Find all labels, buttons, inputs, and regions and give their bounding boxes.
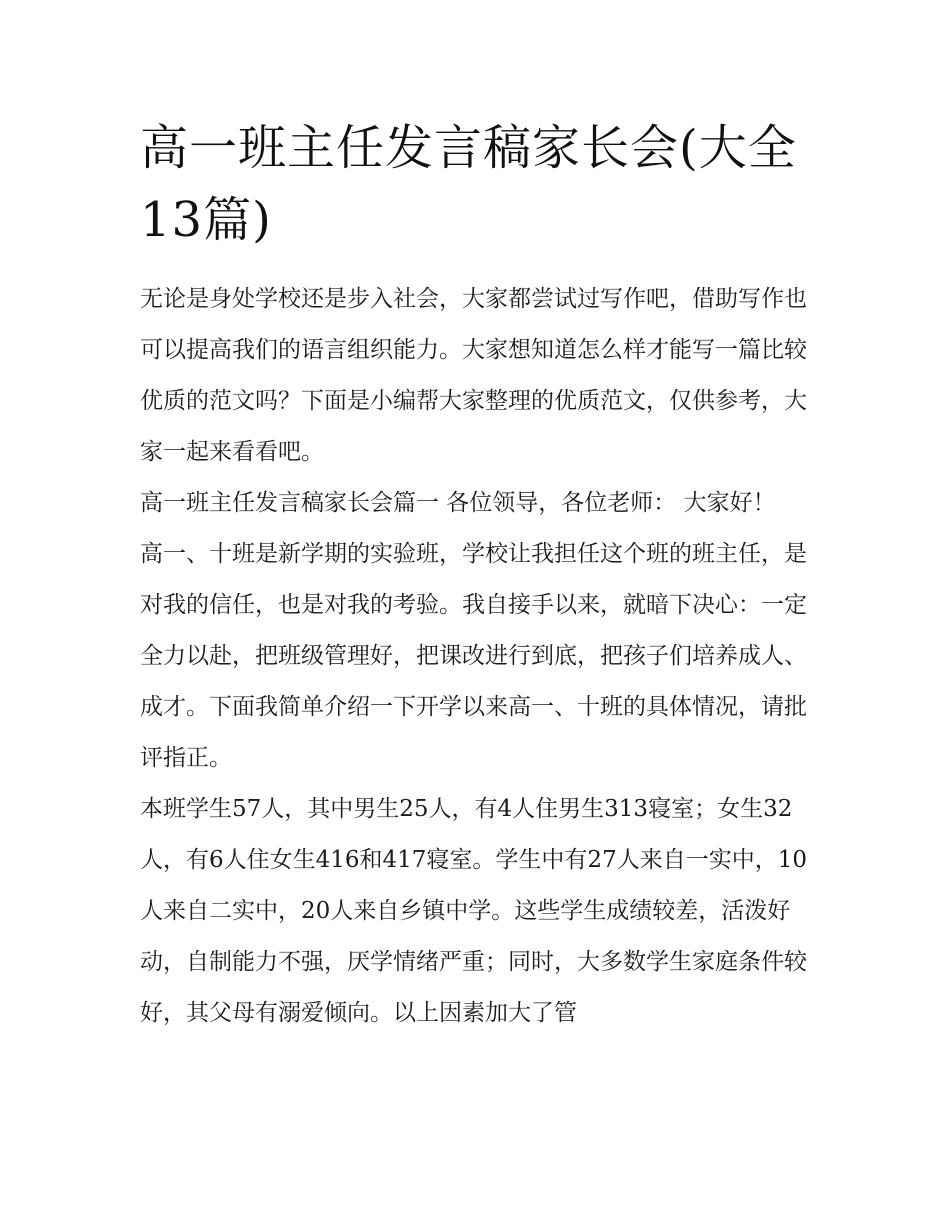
student-stats-paragraph: 本班学生57人，其中男生25人，有4人住男生313寝室；女生32人，有6人住女生416和417寝室。学生中有27人来自一实中，10人来自二实中，20人来自乡镇中学。这些学生成绩较差，活泼好动，自制能力不强，厌学情绪严重；同时，大多数学生家庭条件较好，其父母有溺爱倾向。以上因素加大了管 — [140, 796, 807, 1026]
page-title: 高一班主任发言稿家长会(大全13篇) — [140, 120, 797, 248]
greeting-paragraph: 高一班主任发言稿家长会篇一 各位领导，各位老师： 大家好！ — [140, 490, 776, 516]
class-intro-paragraph: 高一、十班是新学期的实验班，学校让我担任这个班的班主任，是对我的信任，也是对我的考验。我自接手以来，就暗下决心：一定全力以赴，把班级管理好，把课改进行到底，把孩子们培养成人、成才。下面我简单介绍一下开学以来高一、十班的具体情况，请批评指正。 — [140, 541, 807, 771]
document-body — [140, 112, 812, 1039]
intro-paragraph: 无论是身处学校还是步入社会，大家都尝试过写作吧，借助写作也可以提高我们的语言组织能力。大家想知道怎么样才能写一篇比较优质的范文吗？下面是小编帮大家整理的优质范文，仅供参考，大家一起来看看吧。 — [140, 286, 807, 465]
